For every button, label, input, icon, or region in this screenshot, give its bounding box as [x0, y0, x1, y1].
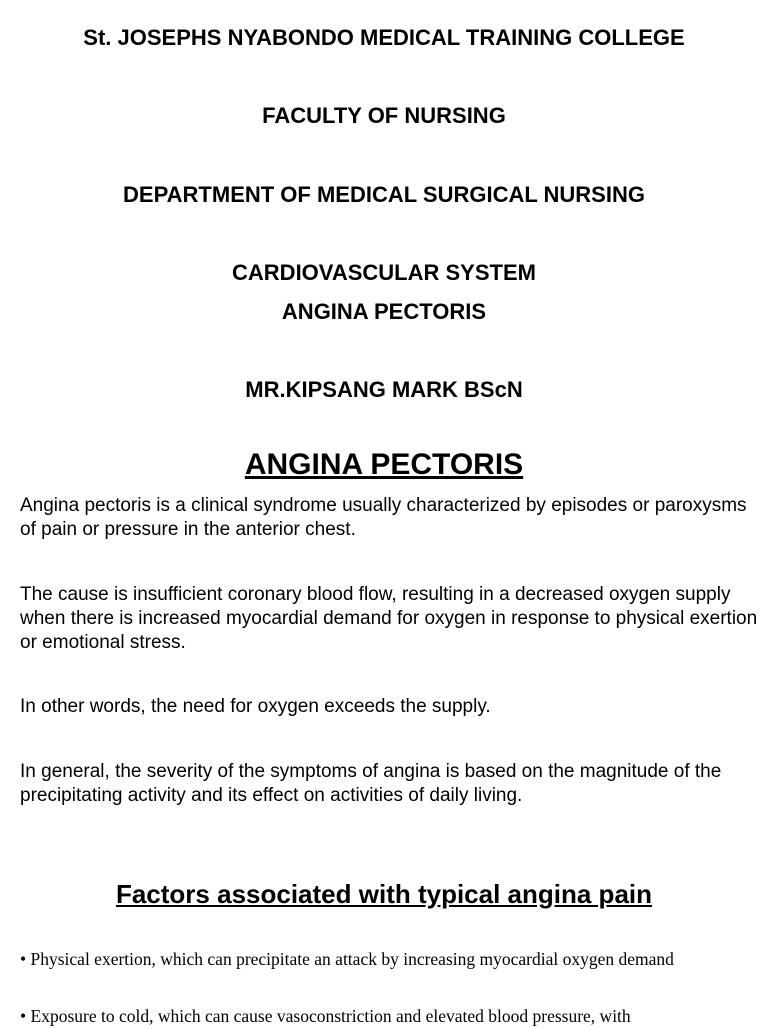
- faculty-name: FACULTY OF NURSING: [262, 103, 506, 128]
- college-name: St. JOSEPHS NYABONDO MEDICAL TRAINING COLLEGE: [83, 25, 685, 50]
- topic-name: ANGINA PECTORIS: [281, 299, 487, 324]
- paragraph-severity: In general, the severity of the symptoms of angina is based on the magnitude of the precipitating activity and its effect on activities of daily living.: [20, 761, 722, 806]
- paragraph-summary: In other words, the need for oxygen exceeds the supply.: [20, 696, 491, 717]
- factor-item: • Exposure to cold, which can cause vasoconstriction and elevated blood pressure, with: [20, 1006, 631, 1026]
- paragraph-cause: The cause is insufficient coronary blood flow, resulting in a decreased oxygen supply when there is increased myocardial demand for oxygen in response to physical exertion or emotional stress.: [20, 584, 758, 653]
- factors-title: Factors associated with typical angina pain: [115, 879, 653, 909]
- lecturer-name: MR.KIPSANG MARK BScN: [245, 377, 523, 402]
- section-title: ANGINA PECTORIS: [244, 448, 524, 481]
- factor-item: • Physical exertion, which can precipitate an attack by increasing myocardial oxygen demand: [20, 949, 674, 969]
- department-name: DEPARTMENT OF MEDICAL SURGICAL NURSING: [123, 182, 645, 207]
- paragraph-definition: Angina pectoris is a clinical syndrome usually characterized by episodes or paroxysms of pain or pressure in the anterior chest.: [20, 495, 747, 540]
- system-name: CARDIOVASCULAR SYSTEM: [232, 260, 536, 285]
